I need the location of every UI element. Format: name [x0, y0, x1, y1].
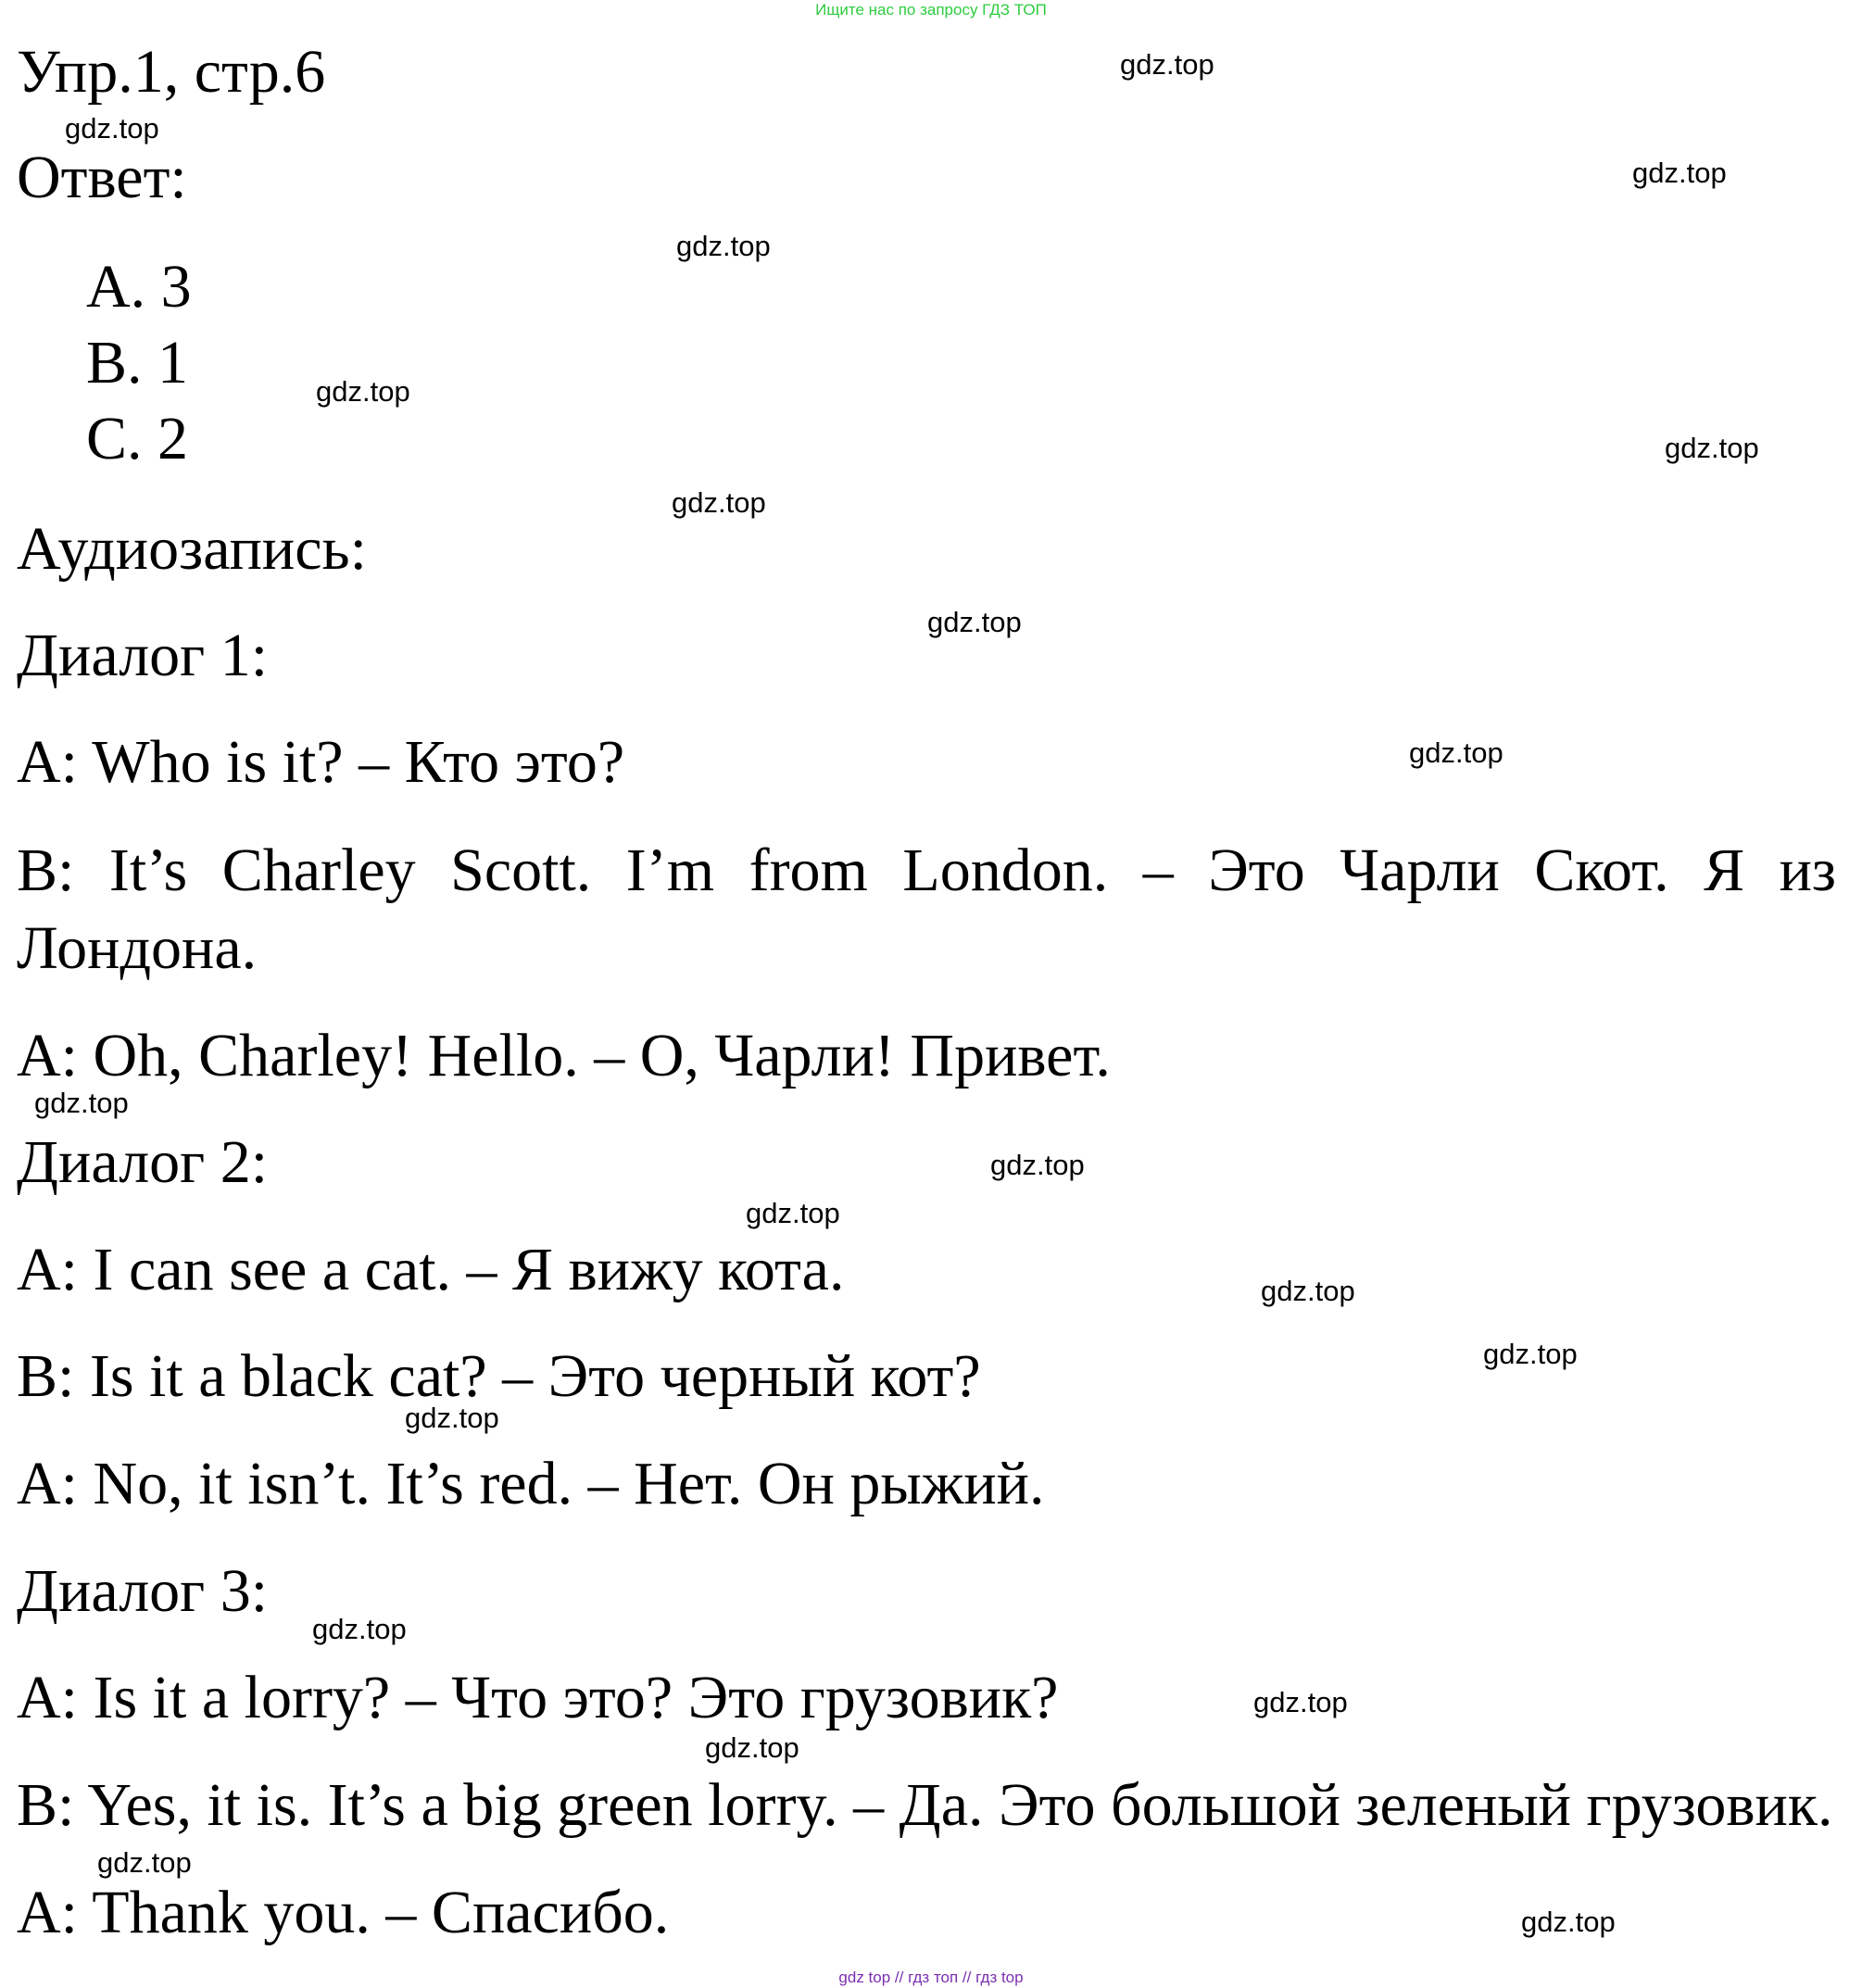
bottom-banner: gdz top // гдз топ // гдз top	[838, 1969, 1024, 1986]
dialog-title: Диалог 3:	[17, 1557, 269, 1625]
answer-label: Ответ:	[17, 144, 187, 211]
watermark: gdz.top	[405, 1402, 499, 1434]
watermark: gdz.top	[1665, 432, 1759, 464]
dialog-title: Диалог 1:	[17, 622, 269, 689]
watermark: gdz.top	[1409, 736, 1503, 769]
watermark: gdz.top	[1261, 1275, 1355, 1307]
watermark: gdz.top	[1483, 1338, 1578, 1370]
watermark: gdz.top	[1632, 157, 1727, 189]
dialog-title: Диалог 2:	[17, 1128, 269, 1196]
dialog-line: A: I can see a cat. – Я вижу кота.	[17, 1236, 845, 1303]
dialog-line: A: Oh, Charley! Hello. – О, Чарли! Привет.	[17, 1022, 1111, 1089]
watermark: gdz.top	[97, 1846, 192, 1879]
top-banner: Ищите нас по запросу ГДЗ ТОП	[815, 1, 1047, 19]
dialog-line: B: It’s Charley Scott. I’m from London. – Это Чарли Скот. Я из Лондона.	[17, 837, 1836, 982]
watermark: gdz.top	[316, 375, 410, 408]
dialog-line: A: Is it a lorry? – Что это? Это грузовик?	[17, 1664, 1059, 1731]
watermark: gdz.top	[65, 112, 159, 145]
watermark: gdz.top	[312, 1613, 407, 1645]
watermark: gdz.top	[927, 606, 1022, 638]
answer-item: A. 3	[86, 253, 192, 321]
dialog-line: B: Yes, it is. It’s a big green lorry. – Да. Это большой зеленый грузовик.	[17, 1771, 1833, 1839]
watermark: gdz.top	[1253, 1686, 1348, 1718]
watermark: gdz.top	[34, 1087, 129, 1119]
answer-item: C. 2	[86, 405, 189, 472]
exercise-title: Упр.1, стр.6	[17, 38, 326, 106]
watermark: gdz.top	[1521, 1906, 1616, 1938]
answer-item: B. 1	[86, 329, 189, 396]
watermark: gdz.top	[672, 486, 766, 519]
audio-label: Аудиозапись:	[17, 515, 367, 583]
watermark: gdz.top	[990, 1149, 1085, 1181]
dialog-line: A: Thank you. – Спасибо.	[17, 1879, 670, 1946]
watermark: gdz.top	[1120, 48, 1214, 81]
dialog-line: B: Is it a black cat? – Это черный кот?	[17, 1342, 981, 1410]
watermark: gdz.top	[705, 1731, 799, 1764]
dialog-line: A: Who is it? – Кто это?	[17, 728, 625, 796]
watermark: gdz.top	[746, 1197, 840, 1229]
watermark: gdz.top	[676, 230, 771, 262]
dialog-line: A: No, it isn’t. It’s red. – Нет. Он рыжий.	[17, 1450, 1045, 1517]
